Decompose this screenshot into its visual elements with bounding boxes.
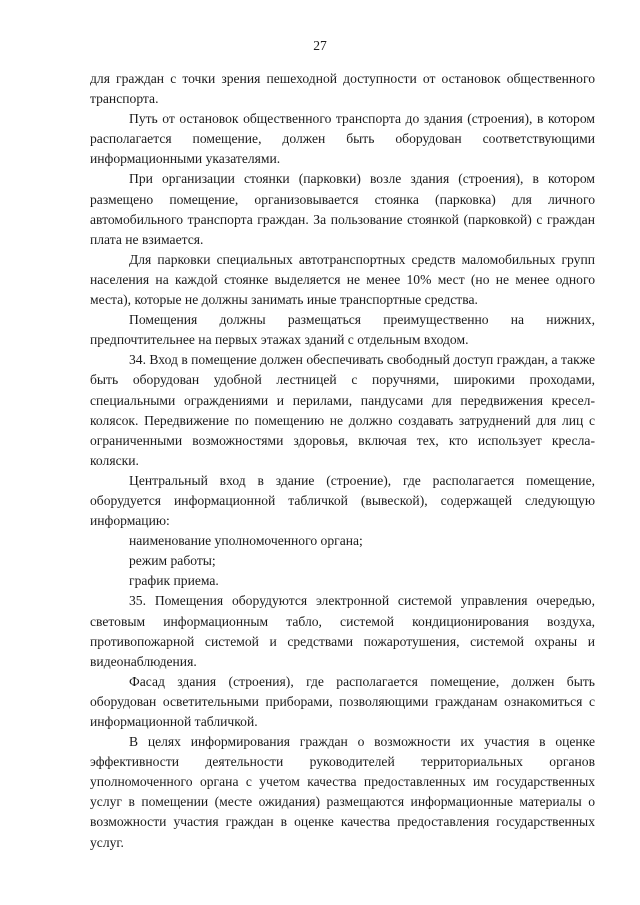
paragraph: для граждан с точки зрения пешеходной доступности от остановок общественного транспорта. <box>90 71 595 107</box>
body-text <box>90 69 595 853</box>
paragraph: Путь от остановок общественного транспорта до здания (строения), в котором располагается помещение, должен быть оборудован соответствующими информационными указателями. <box>90 111 595 167</box>
paragraph-item-34: 34. Вход в помещение должен обеспечивать свободный доступ граждан, а также быть оборудован удобной лестницей с поручнями, широкими проходами, специальными ограждениями и перилами, пандусами для передвижения кресел-колясок. Передвижение по помещению не должно создавать затруднений для лиц с ограниченными возможностями здоровья, включая тех, кто использует кресла-коляски. <box>90 352 595 468</box>
paragraph: В целях информирования граждан о возможности их участия в оценке эффективности деятельности руководителей территориальных органов уполномоченного органа с учетом качества предоставленных им государственных услуг в помещении (месте ожидания) размещаются информационные материалы о возможности участия граждан в оценке качества предоставления государственных услуг. <box>90 734 595 850</box>
list-item: наименование уполномоченного органа; <box>129 533 363 549</box>
list-item: режим работы; <box>129 553 216 569</box>
page-number: 27 <box>313 38 327 53</box>
paragraph: Фасад здания (строения), где располагается помещение, должен быть оборудован осветительными приборами, позволяющими гражданам ознакомиться с информационной табличкой. <box>90 673 595 729</box>
paragraph: При организации стоянки (парковки) возле здания (строения), в котором размещено помещение, организовывается стоянка (парковка) для личного автомобильного транспорта граждан. За пользование стоянкой (парковкой) с граждан плата не взимается. <box>90 171 595 247</box>
list-item: график приема. <box>129 573 219 589</box>
paragraph: Помещения должны размещаться преимущественно на нижних, предпочтительнее на первых этажах зданий с отдельным входом. <box>90 312 595 348</box>
paragraph: Центральный вход в здание (строение), где располагается помещение, оборудуется информационной табличкой (вывеской), содержащей следующую информацию: <box>90 472 595 529</box>
paragraph: Для парковки специальных автотранспортных средств маломобильных групп населения на каждой стоянке выделяется не менее 10% мест (но не менее одного места), которые не должны занимать иные транспортные средства. <box>90 251 595 308</box>
paragraph-item-35: 35. Помещения оборудуются электронной системой управления очередью, световым информационным табло, системой кондиционирования воздуха, противопожарной системой и средствами пожаротушения, системой охраны и видеонаблюдения. <box>90 593 595 669</box>
